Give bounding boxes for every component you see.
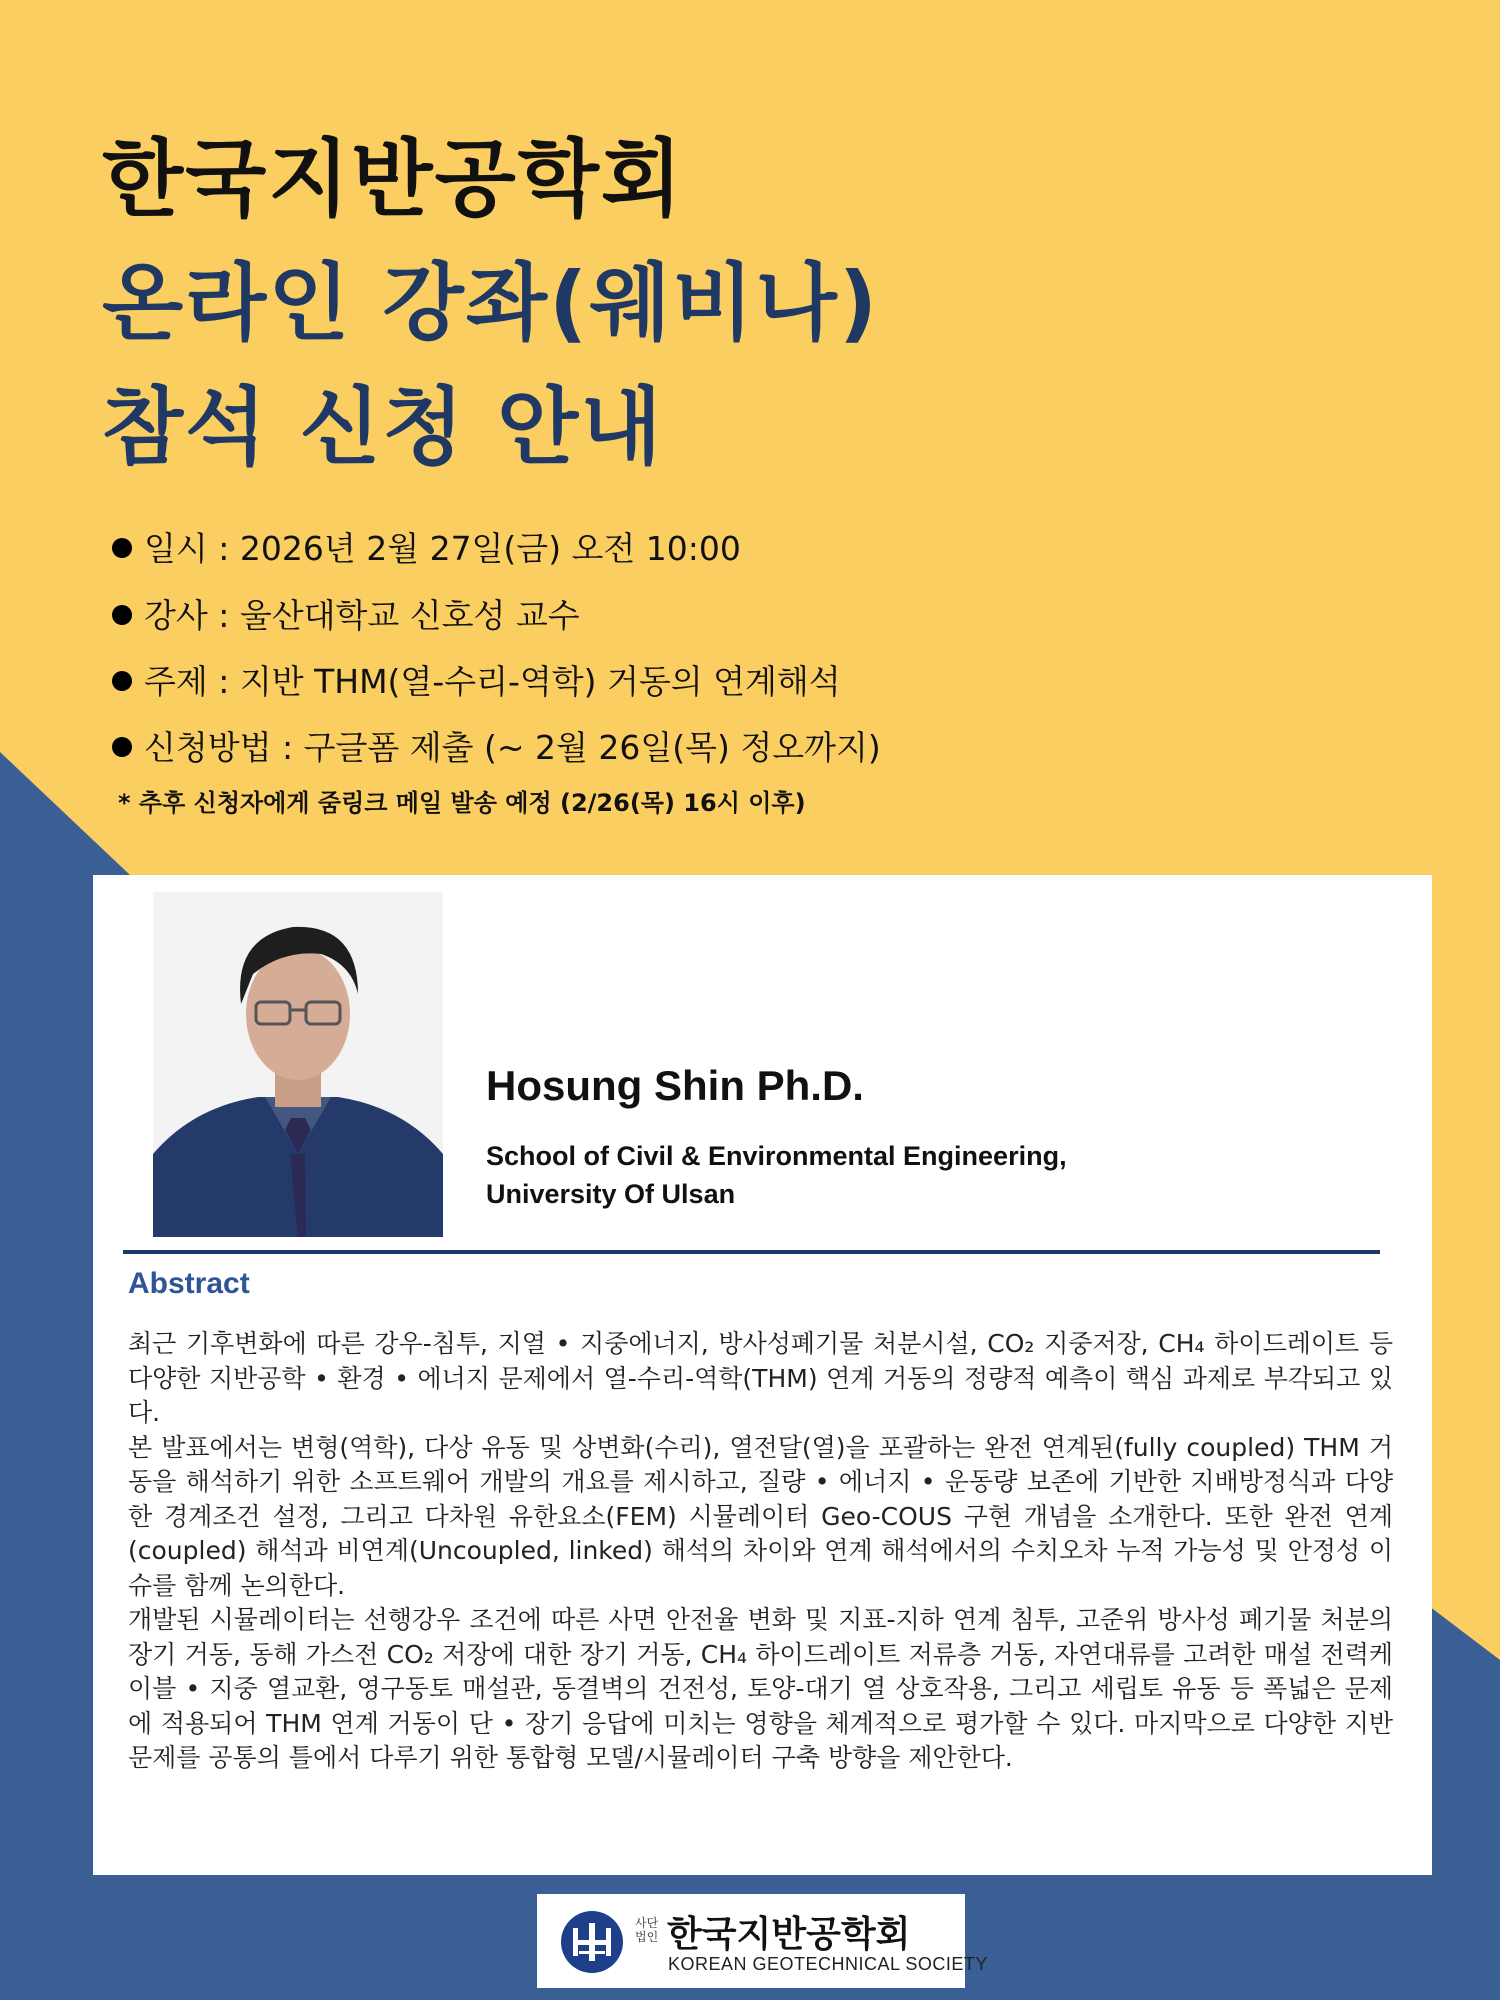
abstract-paragraph: 개발된 시뮬레이터는 선행강우 조건에 따른 사면 안전율 변화 및 지표-지하 연계 침투, 고준위 방사성 폐기물 처분의 장기 거동, 동해 가스전 CO₂ 저장에 대한 장기 거동, CH₄ 하이드레이트 저류층 거동, 자연대류를 고려한 매설 전력케이블 • 지중 열교환, 영구동토 매설관, 동결벽의 건전성, 토양-대기 열 상호작용, 그리고 세립토 유동 등 폭넓은 문제에 적용되어 THM 연계 거동이 단 • 장기 응답에 미치는 영향을 체계적으로 평가할 수 있다. 마지막으로 다양한 지반 문제를 공통의 틀에서 다루기 위한 통합형 모델/시뮬레이터 구축 방향을 제안한다. (128, 1605, 1393, 1772)
info-registration: 신청방법 : 구글폼 제출 (~ 2월 26일(목) 정오까지) (112, 722, 881, 769)
bullet-icon (112, 538, 132, 558)
abstract-paragraph: 본 발표에서는 변형(역학), 다상 유동 및 상변화(수리), 열전달(열)을 포괄하는 완전 연계된(fully coupled) THM 거동을 해석하기 위한 소프트웨어 개발의 개요를 제시하고, 질량 • 에너지 • 운동량 보존에 기반한 지배방정식과 다양한 경계조건 설정, 그리고 다차원 유한요소(FEM) 시뮬레이터 Geo-COUS 구현 개념을 소개한다. 또한 완전 연계(coupled) 해석과 비연계(Uncoupled, linked) 해석의 차이와 연계 해석에서의 수치오차 누적 가능성 및 안정성 이슈를 함께 논의한다. (128, 1432, 1393, 1600)
speaker-photo (153, 892, 443, 1237)
bullet-icon (112, 605, 132, 625)
speaker-card (93, 875, 1432, 1875)
zoom-link-note: * 추후 신청자에게 줌링크 메일 발송 예정 (2/26(목) 16시 이후) (118, 789, 806, 817)
abstract-heading: Abstract (128, 1267, 250, 1300)
title-line-1: 한국지반공학회 (102, 130, 685, 228)
bullet-icon (112, 737, 132, 757)
abstract-body (128, 1327, 1393, 1776)
society-name-korean: 한국지반공학회 (667, 1914, 911, 1955)
divider (123, 1250, 1380, 1254)
society-name-english: KOREAN GEOTECHNICAL SOCIETY (668, 1954, 988, 1974)
title-line-2: 온라인 강좌(웨비나) (102, 254, 880, 352)
affiliation-line-2: University Of Ulsan (486, 1179, 736, 1209)
info-topic: 주제 : 지반 THM(열-수리-역학) 거동의 연계해석 (112, 656, 841, 703)
title-line-3: 참석 신청 안내 (102, 378, 664, 476)
speaker-name: Hosung Shin Ph.D. (486, 1062, 864, 1109)
society-emblem-icon (561, 1911, 623, 1973)
abstract-paragraph: 최근 기후변화에 따른 강우-침투, 지열 • 지중에너지, 방사성폐기물 처분시설, CO₂ 지중저장, CH₄ 하이드레이트 등 다양한 지반공학 • 환경 • 에너지 문제에서 열-수리-역학(THM) 연계 거동의 정량적 예측이 핵심 과제로 부각되고 있다. (128, 1329, 1393, 1427)
society-logo (537, 1894, 988, 1988)
info-lecturer: 강사 : 울산대학교 신호성 교수 (112, 590, 580, 637)
corporation-label: 사단 법인 (635, 1916, 659, 1944)
bullet-icon (112, 671, 132, 691)
affiliation-line-1: School of Civil & Environmental Engineering, (486, 1141, 1067, 1171)
speaker-affiliation (486, 1137, 1067, 1213)
info-date: 일시 : 2026년 2월 27일(금) 오전 10:00 (112, 523, 741, 570)
